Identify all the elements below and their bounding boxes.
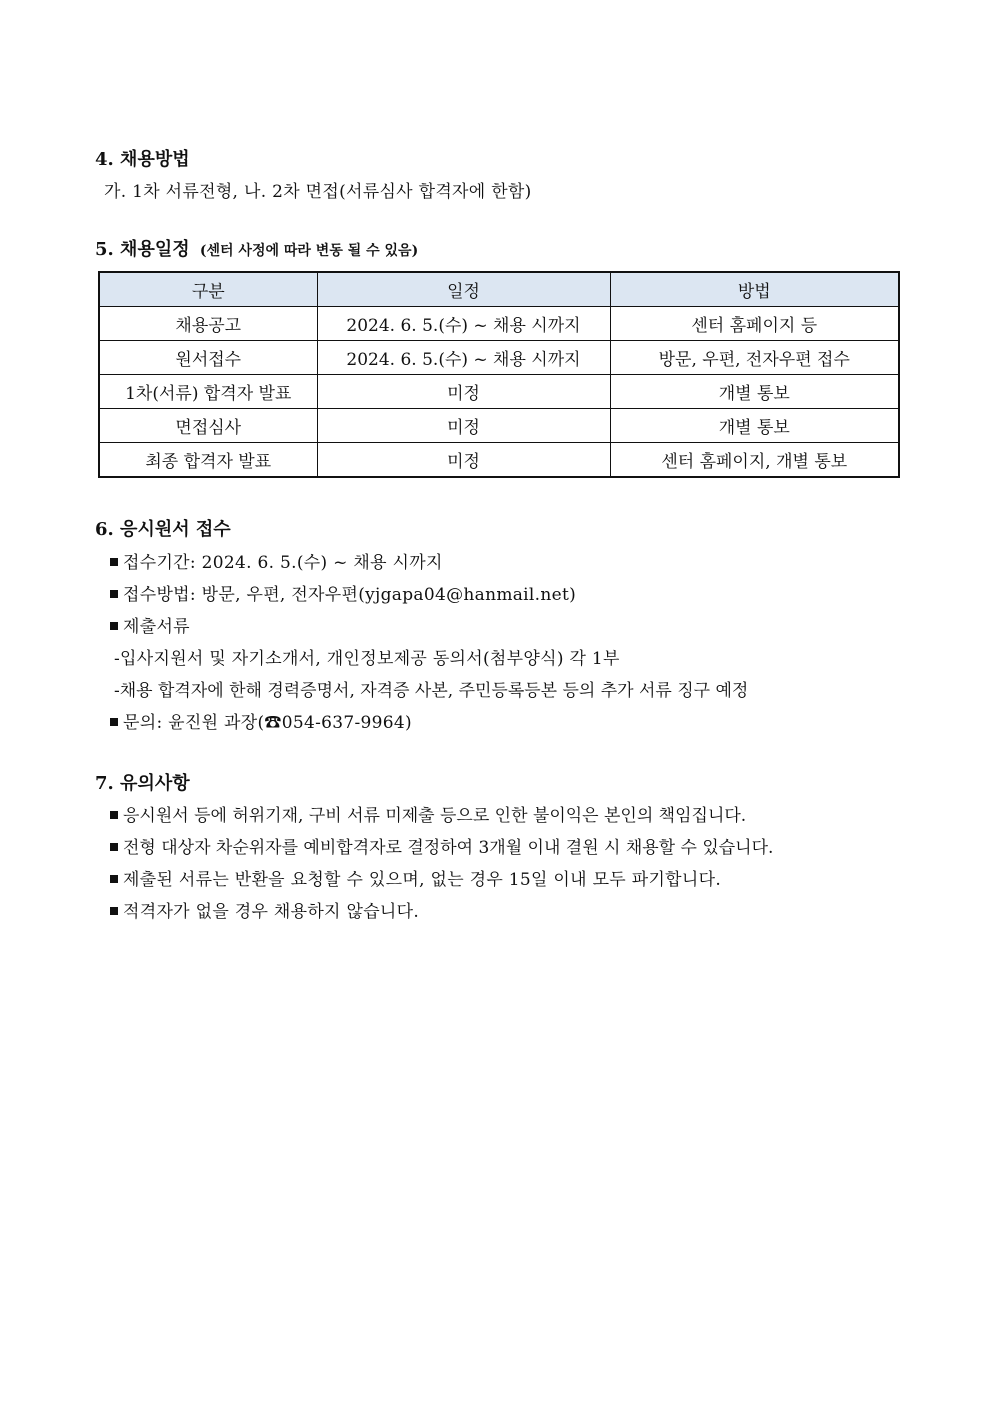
notice-item	[110, 801, 746, 826]
notice-item	[110, 833, 773, 858]
table-row	[99, 443, 899, 478]
cell-category: 원서접수	[99, 341, 317, 375]
contact-line	[110, 708, 412, 733]
cell-category: 채용공고	[99, 307, 317, 341]
table-row	[99, 341, 899, 375]
section5-title: 5. 채용일정	[95, 239, 190, 260]
notice-text: 제출된 서류는 반환을 요청할 수 있으며, 없는 경우 15일 이내 모두 파기합니다.	[123, 870, 722, 890]
cell-schedule: 미정	[317, 443, 610, 478]
method-line	[110, 580, 576, 605]
cell-method: 센터 홈페이지, 개별 통보	[610, 443, 899, 478]
cell-schedule: 미정	[317, 375, 610, 409]
period-line	[110, 548, 443, 573]
table-header-row	[99, 272, 899, 307]
method-text: 접수방법: 방문, 우편, 전자우편(yjgapa04@hanmail.net)	[123, 585, 577, 605]
document-item-1: -입사지원서 및 자기소개서, 개인정보제공 동의서(첨부양식) 각 1부	[114, 649, 620, 669]
header-schedule: 일정	[317, 272, 610, 307]
documents-line	[110, 612, 190, 637]
header-category: 구분	[99, 272, 317, 307]
bullet-icon	[110, 622, 118, 630]
cell-schedule: 미정	[317, 409, 610, 443]
notice-item	[110, 897, 419, 922]
section4-line: 가. 1차 서류전형, 나. 2차 면접(서류심사 합격자에 한함)	[104, 182, 532, 202]
cell-category: 최종 합격자 발표	[99, 443, 317, 478]
schedule-table	[98, 271, 900, 478]
cell-method: 방문, 우편, 전자우편 접수	[610, 341, 899, 375]
notice-text: 적격자가 없을 경우 채용하지 않습니다.	[123, 902, 420, 922]
cell-category: 1차(서류) 합격자 발표	[99, 375, 317, 409]
bullet-icon	[110, 875, 118, 883]
bullet-icon	[110, 907, 118, 915]
header-method: 방법	[610, 272, 899, 307]
section5-note: (센터 사정에 따라 변동 될 수 있음)	[199, 243, 419, 259]
cell-schedule: 2024. 6. 5.(수) ~ 채용 시까지	[317, 341, 610, 375]
table-row	[99, 375, 899, 409]
bullet-icon	[110, 811, 118, 819]
cell-method: 센터 홈페이지 등	[610, 307, 899, 341]
notice-text: 전형 대상자 차순위자를 예비합격자로 결정하여 3개월 이내 결원 시 채용할 수 있습니다.	[123, 838, 774, 858]
period-text: 접수기간: 2024. 6. 5.(수) ~ 채용 시까지	[123, 553, 443, 573]
section4-title: 4. 채용방법	[95, 149, 190, 170]
table-row	[99, 307, 899, 341]
contact-text: 문의: 윤진원 과장(☎054-637-9964)	[123, 713, 412, 733]
documents-label: 제출서류	[123, 617, 190, 637]
bullet-icon	[110, 558, 118, 566]
cell-schedule: 2024. 6. 5.(수) ~ 채용 시까지	[317, 307, 610, 341]
cell-method: 개별 통보	[610, 375, 899, 409]
cell-method: 개별 통보	[610, 409, 899, 443]
section6-title: 6. 응시원서 접수	[95, 519, 231, 540]
document-item-2: -채용 합격자에 한해 경력증명서, 자격증 사본, 주민등록등본 등의 추가 서류 징구 예정	[114, 681, 749, 701]
cell-category: 면접심사	[99, 409, 317, 443]
section5-heading	[95, 235, 418, 261]
notice-item	[110, 865, 721, 890]
bullet-icon	[110, 590, 118, 598]
bullet-icon	[110, 843, 118, 851]
bullet-icon	[110, 718, 118, 726]
table-row	[99, 409, 899, 443]
notice-text: 응시원서 등에 허위기재, 구비 서류 미제출 등으로 인한 불이익은 본인의 책임집니다.	[123, 806, 747, 826]
section7-title: 7. 유의사항	[95, 773, 190, 794]
